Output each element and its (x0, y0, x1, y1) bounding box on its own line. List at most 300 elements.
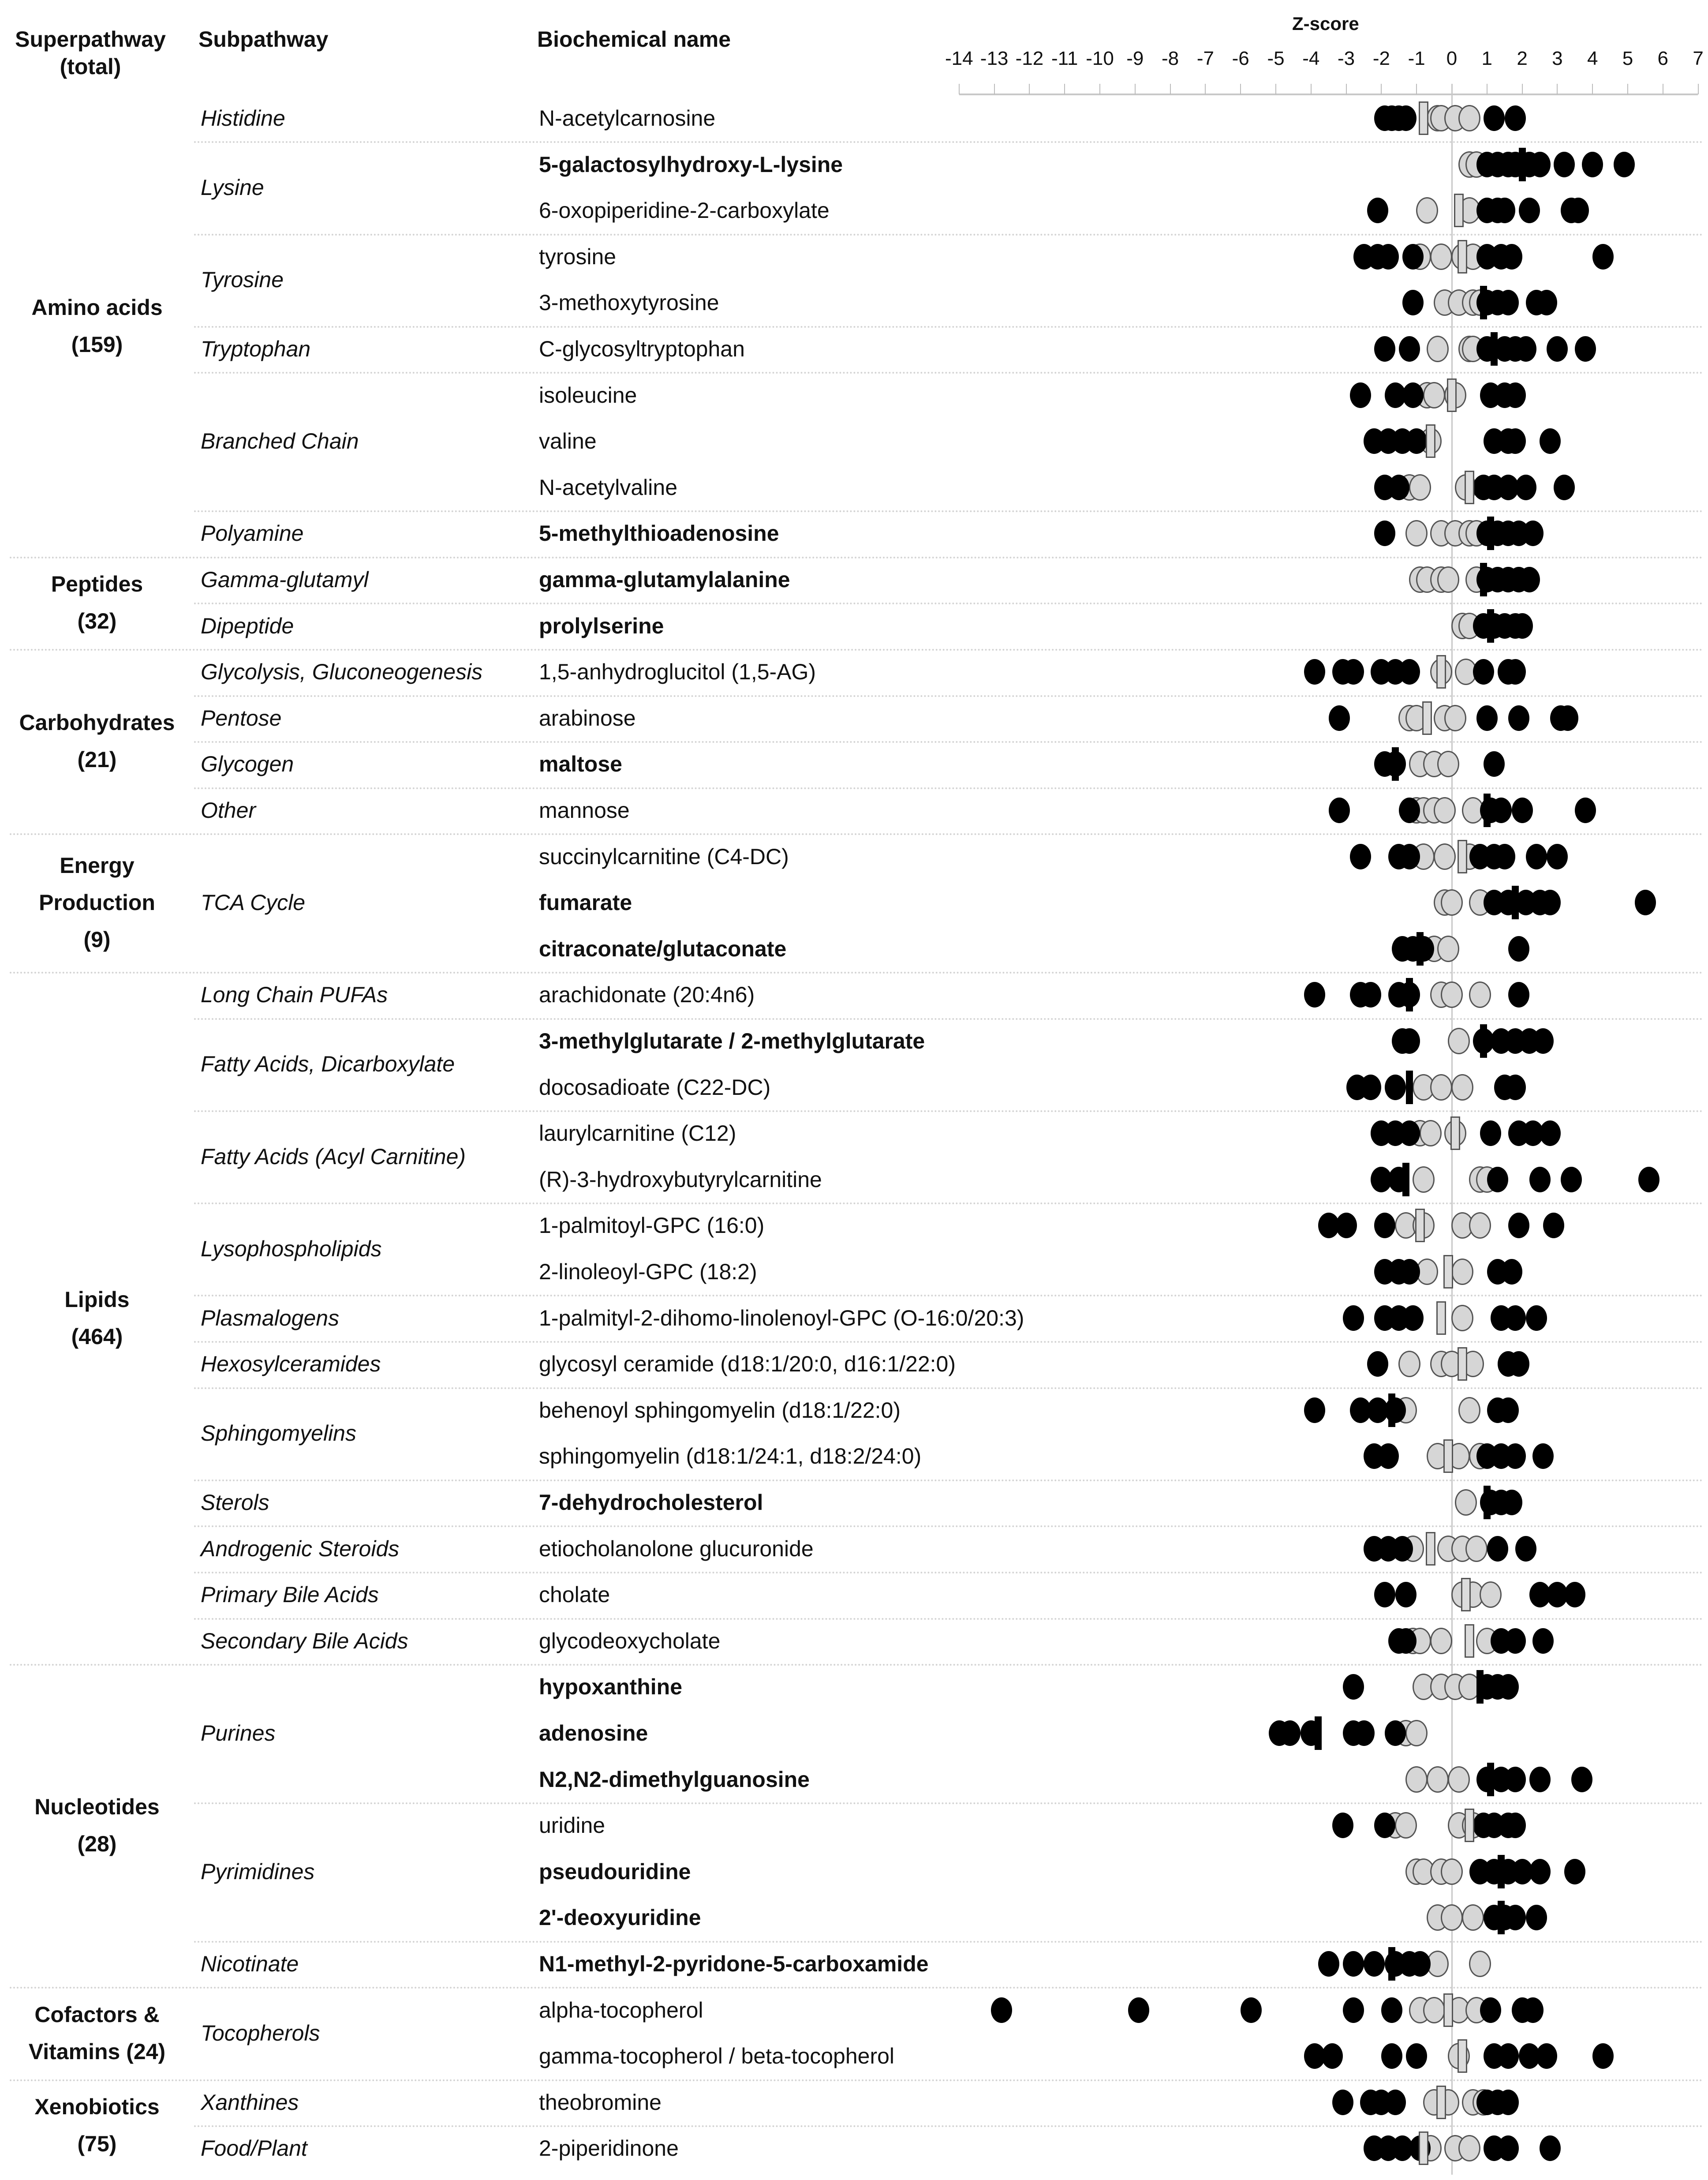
control-median-bar (1436, 2086, 1446, 2119)
patient-median-bar (1487, 1763, 1494, 1796)
patient-point (1505, 428, 1526, 454)
biochemical-name: valine (539, 429, 597, 454)
biochemical-name: pseudouridine (539, 1859, 691, 1884)
superpathway-separator (10, 1664, 1704, 1666)
patient-point (1367, 1351, 1388, 1377)
tick-label: -10 (1086, 48, 1114, 69)
patient-point (1491, 798, 1512, 823)
patient-point (1519, 567, 1540, 592)
control-median-bar (1426, 424, 1435, 458)
control-point (1437, 936, 1459, 962)
tick-label: -6 (1232, 48, 1249, 69)
patient-point (1508, 1213, 1529, 1238)
patient-point (1381, 1997, 1402, 2023)
patient-point (1540, 890, 1561, 915)
patient-point (1395, 1628, 1416, 1654)
biochemical-name: 5-methylthioadenosine (539, 521, 779, 546)
biochemical-name: 1-palmitoyl-GPC (16:0) (539, 1213, 765, 1238)
patient-point (1564, 1582, 1585, 1607)
biochemical-name: N-acetylvaline (539, 475, 678, 500)
superpathway-label-line: Amino acids (31, 295, 163, 320)
biochemical-name: behenoyl sphingomyelin (d18:1/22:0) (539, 1397, 901, 1423)
biochemical-name: N2,N2-dimethylguanosine (539, 1767, 810, 1792)
header-superpathway (4, 26, 176, 80)
biochemical-name: isoleucine (539, 382, 637, 408)
subpathway-label: Fatty Acids, Dicarboxylate (201, 1052, 455, 1077)
patient-point (1635, 890, 1656, 915)
patient-point (1395, 105, 1416, 131)
patient-point (1532, 1628, 1554, 1654)
patient-point (1388, 475, 1409, 500)
tick-label: -4 (1302, 48, 1320, 69)
control-point (1444, 705, 1466, 731)
superpathway-label (4, 704, 190, 778)
tick-mark (1205, 84, 1206, 94)
tick-mark (1135, 84, 1136, 94)
control-median-bar (1443, 1993, 1453, 2027)
patient-point (1529, 152, 1551, 177)
patient-point (1547, 336, 1568, 362)
patient-point (1476, 705, 1498, 731)
superpathway-label-line: Production (39, 890, 155, 915)
subpathway-label: Primary Bile Acids (201, 1582, 379, 1607)
control-point (1458, 105, 1480, 131)
patient-point (1512, 613, 1533, 639)
control-point (1430, 243, 1452, 270)
patient-point (1374, 1582, 1395, 1607)
tick-label: -3 (1338, 48, 1355, 69)
patient-point (1329, 705, 1350, 731)
patient-point (1385, 1720, 1406, 1746)
biochemical-name: tyrosine (539, 244, 617, 269)
subpathway-label: Other (201, 798, 256, 823)
tick-label: 4 (1587, 48, 1598, 69)
superpathway-label (4, 289, 190, 363)
patient-point (1343, 1997, 1364, 2023)
control-point (1451, 1074, 1473, 1101)
patient-median-bar (1487, 517, 1494, 550)
subpathway-label: Nicotinate (201, 1952, 299, 1976)
control-point (1451, 1305, 1473, 1331)
tick-label: -14 (945, 48, 973, 69)
control-point (1416, 197, 1438, 224)
patient-point (1498, 2043, 1519, 2069)
patient-point (1638, 1167, 1659, 1192)
patient-point (1385, 1075, 1406, 1100)
control-point (1430, 1074, 1452, 1101)
patient-point (1529, 1167, 1551, 1192)
control-median-bar (1458, 1347, 1467, 1381)
patient-point (1374, 1813, 1395, 1838)
control-point (1441, 1904, 1463, 1931)
control-median-bar (1443, 1439, 1453, 1473)
biochemical-name: adenosine (539, 1721, 648, 1745)
patient-median-bar (1519, 148, 1526, 181)
patient-point (1395, 1582, 1416, 1607)
biochemical-name: gamma-glutamylalanine (539, 567, 790, 592)
control-median-bar (1465, 1624, 1474, 1658)
subpathway-label: Histidine (201, 106, 285, 131)
patient-point (1568, 198, 1589, 223)
tick-label: -11 (1051, 48, 1078, 69)
control-point (1430, 1628, 1452, 1654)
patient-point (1329, 798, 1350, 823)
biochemical-name: 1,5-anhydroglucitol (1,5-AG) (539, 659, 816, 685)
patient-point (1343, 659, 1364, 685)
patient-point (1409, 1951, 1431, 1977)
control-point (1469, 981, 1491, 1008)
superpathway-label (4, 2088, 190, 2162)
patient-point (1336, 1213, 1357, 1238)
patient-median-bar (1392, 747, 1399, 781)
superpathway-label (4, 1788, 190, 1862)
control-point (1441, 981, 1463, 1008)
subpathway-label: Tyrosine (201, 267, 284, 292)
patient-point (1498, 1674, 1519, 1700)
tick-mark (1064, 84, 1065, 94)
patient-median-bar (1484, 794, 1491, 827)
patient-point (1614, 152, 1635, 177)
patient-point (1399, 1259, 1420, 1285)
superpathway-label-line: (28) (77, 1832, 117, 1857)
control-median-bar (1450, 1116, 1460, 1150)
patient-point (1374, 521, 1395, 546)
subpathway-label: Androgenic Steroids (201, 1536, 400, 1561)
subpathway-label: Lysine (201, 175, 264, 200)
tick-label: 5 (1622, 48, 1633, 69)
patient-point (1515, 336, 1536, 362)
superpathway-separator (10, 1987, 1704, 1989)
patient-point (1304, 982, 1325, 1008)
subpathway-separator (194, 326, 1704, 328)
subpathway-separator (194, 1110, 1704, 1112)
patient-point (1498, 1397, 1519, 1423)
subpathway-label: Dipeptide (201, 613, 294, 638)
patient-point (1487, 1167, 1508, 1192)
superpathway-separator (10, 972, 1704, 974)
patient-median-bar (1315, 1716, 1322, 1750)
patient-point (1399, 336, 1420, 362)
subpathway-label: Sterols (201, 1490, 269, 1515)
subpathway-separator (194, 741, 1704, 743)
control-point (1434, 843, 1456, 870)
patient-median-bar (1480, 563, 1487, 596)
axis-line (959, 94, 1698, 95)
biochemical-name: etiocholanolone glucuronide (539, 1536, 814, 1561)
patient-point (1508, 705, 1529, 731)
patient-point (991, 1997, 1012, 2023)
biochemical-name: cholate (539, 1582, 610, 1607)
patient-point (1505, 1305, 1526, 1331)
patient-point (1385, 2090, 1406, 2115)
biochemical-name: sphingomyelin (d18:1/24:1, d18:2/24:0) (539, 1444, 922, 1469)
tick-label: 6 (1657, 48, 1669, 69)
biochemical-name: prolylserine (539, 613, 664, 638)
header-subpathway: Subpathway (198, 27, 329, 52)
patient-point (1508, 936, 1529, 962)
tick-label: -2 (1372, 48, 1390, 69)
control-median-bar (1443, 1255, 1453, 1289)
tick-label: -13 (980, 48, 1009, 69)
patient-point (1399, 798, 1420, 823)
patient-point (1501, 1259, 1522, 1285)
patient-point (1322, 2043, 1343, 2069)
subpathway-separator (194, 1387, 1704, 1389)
patient-point (1529, 1767, 1551, 1792)
patient-point (1318, 1951, 1339, 1977)
biochemical-name: alpha-tocopherol (539, 1997, 703, 2023)
header-superpathway-line2: (total) (60, 54, 121, 79)
biochemical-name: 6-oxopiperidine-2-carboxylate (539, 198, 830, 223)
superpathway-label-line: Carbohydrates (19, 710, 175, 735)
biochemical-name: mannose (539, 798, 630, 823)
superpathway-label-line: Energy (60, 853, 135, 878)
subpathway-label: Branched Chain (201, 429, 359, 454)
biochemical-name: succinylcarnitine (C4-DC) (539, 844, 789, 869)
superpathway-label-line: Lipids (64, 1287, 130, 1312)
patient-point (1374, 336, 1395, 362)
subpathway-label: Tryptophan (201, 337, 311, 361)
control-point (1441, 889, 1463, 916)
patient-point (1508, 1351, 1529, 1377)
patient-point (1526, 1305, 1547, 1331)
subpathway-separator (194, 1202, 1704, 1204)
control-point (1395, 1812, 1417, 1839)
superpathway-label-line: (159) (71, 332, 123, 357)
patient-median-bar (1491, 332, 1498, 366)
patient-point (1540, 2135, 1561, 2161)
control-point (1451, 1259, 1473, 1285)
control-median-bar (1461, 1578, 1471, 1611)
patient-point (1332, 1813, 1353, 1838)
tick-mark (1592, 84, 1593, 94)
patient-point (1484, 751, 1505, 777)
patient-point (1484, 105, 1505, 131)
subpathway-label: Gamma-glutamyl (201, 567, 369, 592)
patient-point (1343, 1305, 1364, 1331)
subpathway-label: Glycogen (201, 752, 294, 777)
patient-point (1399, 659, 1420, 685)
subpathway-label: Purines (201, 1721, 276, 1745)
biochemical-name: arachidonate (20:4n6) (539, 982, 755, 1008)
patient-point (1532, 1028, 1554, 1054)
patient-point (1304, 659, 1325, 685)
control-point (1434, 797, 1456, 824)
patient-point (1487, 1536, 1508, 1562)
superpathway-label-line: (75) (77, 2131, 117, 2157)
patient-point (1501, 244, 1522, 270)
control-median-bar (1422, 701, 1432, 735)
control-point (1458, 2135, 1480, 2161)
superpathway-label-line: (464) (71, 1324, 123, 1349)
patient-point (1505, 1767, 1526, 1792)
superpathway-label (4, 1281, 190, 1355)
tick-mark (1557, 84, 1558, 94)
patient-point (1592, 244, 1614, 270)
patient-point (1575, 336, 1596, 362)
control-point (1448, 1766, 1470, 1793)
control-point (1405, 1766, 1428, 1793)
biochemical-name: gamma-tocopherol / beta-tocopherol (539, 2044, 895, 2069)
control-median-bar (1465, 471, 1474, 504)
superpathway-label-line: Peptides (51, 572, 143, 597)
biochemical-name: glycodeoxycholate (539, 1628, 721, 1653)
subpathway-label: Long Chain PUFAs (201, 982, 388, 1008)
patient-point (1522, 1997, 1544, 2023)
superpathway-separator (10, 649, 1704, 651)
patient-point (1399, 1120, 1420, 1146)
tick-mark (1275, 84, 1276, 94)
control-median-bar (1436, 1301, 1446, 1335)
patient-point (1522, 521, 1544, 546)
superpathway-label (4, 847, 190, 958)
biochemical-name: 3-methylglutarate / 2-methylglutarate (539, 1029, 925, 1053)
tick-label: -1 (1408, 48, 1425, 69)
biochemical-name: (R)-3-hydroxybutyrylcarnitine (539, 1167, 822, 1192)
patient-point (1353, 1720, 1375, 1746)
subpathway-separator (194, 234, 1704, 236)
tick-mark (1170, 84, 1171, 94)
patient-point (1374, 1213, 1395, 1238)
patient-point (1505, 105, 1526, 131)
patient-point (1128, 1997, 1149, 2023)
biochemical-name: laurylcarnitine (C12) (539, 1121, 736, 1146)
subpathway-separator (194, 1802, 1704, 1804)
patient-point (1241, 1997, 1262, 2023)
subpathway-label: Plasmalogens (201, 1305, 340, 1330)
superpathway-separator (10, 2079, 1704, 2081)
subpathway-separator (194, 1480, 1704, 1481)
subpathway-separator (194, 141, 1704, 143)
subpathway-separator (194, 1618, 1704, 1620)
patient-point (1540, 428, 1561, 454)
patient-point (1540, 1120, 1561, 1146)
patient-point (1536, 2043, 1557, 2069)
patient-point (1505, 1075, 1526, 1100)
control-point (1480, 1581, 1502, 1608)
subpathway-label: Tocopherols (201, 2020, 320, 2045)
patient-point (1480, 1997, 1501, 2023)
subpathway-separator (194, 1018, 1704, 1020)
subpathway-label: Pyrimidines (201, 1859, 315, 1884)
patient-point (1402, 382, 1424, 408)
biochemical-name: maltose (539, 752, 622, 777)
patient-point (1360, 982, 1381, 1008)
patient-point (1554, 475, 1575, 500)
subpathway-label: Hexosylceramides (201, 1352, 381, 1377)
patient-point (1360, 1075, 1381, 1100)
control-median-bar (1419, 101, 1428, 135)
patient-point (1543, 1213, 1564, 1238)
control-point (1437, 566, 1459, 593)
patient-point (1505, 1905, 1526, 1930)
patient-point (1406, 2043, 1427, 2069)
control-median-bar (1415, 1209, 1425, 1242)
patient-point (1378, 1443, 1399, 1469)
patient-median-bar (1388, 1947, 1395, 1981)
patient-point (1519, 198, 1540, 223)
patient-point (1402, 290, 1424, 315)
control-point (1465, 1536, 1487, 1562)
patient-point (1505, 1628, 1526, 1654)
control-median-bar (1458, 840, 1467, 873)
control-point (1427, 1766, 1449, 1793)
patient-point (1554, 152, 1575, 177)
superpathway-label (4, 566, 190, 640)
patient-point (1526, 844, 1547, 869)
biochemical-name: arabinose (539, 705, 636, 730)
superpathway-label-line: (21) (77, 747, 117, 772)
subpathway-label: Food/Plant (201, 2136, 307, 2161)
superpathway-label-line: (32) (77, 609, 117, 634)
patient-point (1592, 2043, 1614, 2069)
superpathway-separator (10, 833, 1704, 835)
tick-label: -12 (1015, 48, 1044, 69)
biochemical-name: 3-methoxytyrosine (539, 290, 719, 315)
superpathway-label-line: Cofactors & (34, 2002, 160, 2027)
control-point (1437, 751, 1459, 777)
tick-mark (1627, 84, 1628, 94)
patient-point (1364, 1951, 1385, 1977)
tick-mark (1416, 84, 1417, 94)
patient-median-bar (1402, 1163, 1409, 1196)
control-median-bar (1454, 194, 1464, 227)
biochemical-name: hypoxanthine (539, 1674, 683, 1700)
patient-median-bar (1388, 1393, 1395, 1427)
patient-median-bar (1480, 1024, 1487, 1058)
subpathway-label: Pentose (201, 705, 282, 730)
control-median-bar (1436, 655, 1446, 689)
superpathway-label (4, 1996, 190, 2070)
control-median-bar (1465, 1809, 1474, 1842)
tick-label: 1 (1481, 48, 1493, 69)
biochemical-name: 1-palmityl-2-dihomo-linolenoyl-GPC (O-16:0/20:3) (539, 1305, 1024, 1330)
patient-point (1279, 1720, 1301, 1746)
patient-point (1473, 659, 1494, 685)
tick-label: -7 (1196, 48, 1214, 69)
patient-median-bar (1416, 932, 1424, 966)
patient-median-bar (1498, 1901, 1505, 1934)
patient-point (1547, 844, 1568, 869)
patient-point (1304, 1397, 1325, 1423)
subpathway-separator (194, 695, 1704, 697)
patient-point (1402, 1305, 1424, 1331)
subpathway-separator (194, 372, 1704, 374)
control-median-bar (1458, 2039, 1467, 2073)
patient-median-bar (1484, 1486, 1491, 1519)
patient-point (1498, 2090, 1519, 2115)
patient-median-bar (1487, 609, 1494, 643)
superpathway-label-line: Vitamins (24) (28, 2039, 166, 2064)
axis-title: Z-score (1292, 13, 1359, 34)
patient-point (1532, 1443, 1554, 1469)
subpathway-label: Xanthines (201, 2090, 299, 2115)
patient-point (1561, 1167, 1582, 1192)
tick-mark (1099, 84, 1100, 94)
tick-mark (994, 84, 995, 94)
subpathway-label: Sphingomyelins (201, 1421, 356, 1446)
tick-mark (959, 84, 960, 94)
patient-point (1505, 1813, 1526, 1838)
superpathway-separator (10, 557, 1704, 558)
patient-point (1343, 1951, 1364, 1977)
patient-point (1494, 844, 1515, 869)
patient-point (1378, 244, 1399, 270)
superpathway-label-line: Nucleotides (34, 1794, 160, 1820)
subpathway-label: Secondary Bile Acids (201, 1628, 408, 1653)
biochemical-name: C-glycosyltryptophan (539, 337, 745, 361)
control-point (1427, 336, 1449, 362)
